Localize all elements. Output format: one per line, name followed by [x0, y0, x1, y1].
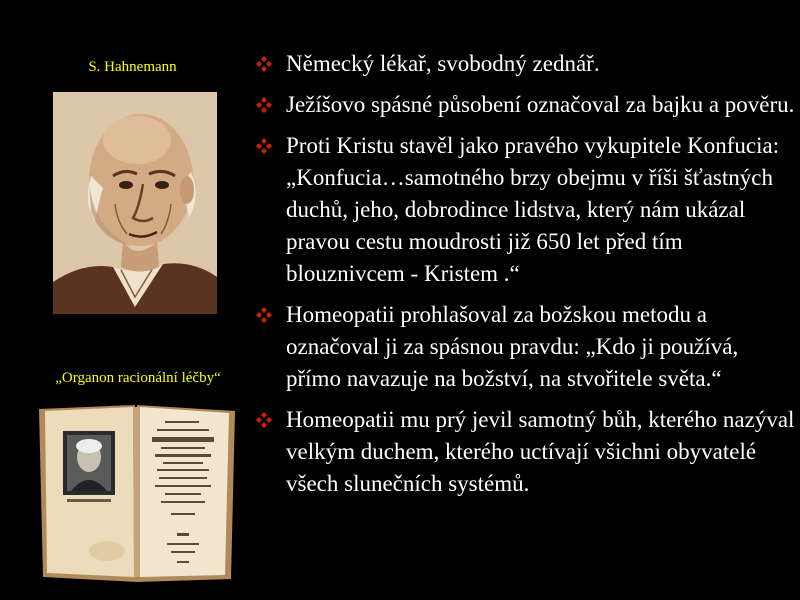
bullet-item: [255, 404, 795, 500]
diamond-quad-bullet-icon: [256, 138, 272, 154]
bullet-text: Homeopatii prohlašoval za božskou metodu a označoval ji za spásnou pravdu: „Kdo ji používá, přímo navazuje na božství, na stvořitele světa.“: [286, 302, 739, 391]
bullet-text: Homeopatii mu prý jevil samotný bůh, kterého nazýval velkým duchem, kterého uctívají všichni obyvatelé všech slunečních systémů.: [286, 407, 795, 496]
hahnemann-portrait: [53, 92, 217, 314]
bullet-item: [255, 130, 795, 290]
diamond-quad-bullet-icon: [256, 307, 272, 323]
bullet-text: Německý lékař, svobodný zednář.: [286, 51, 600, 76]
diamond-quad-bullet-icon: [256, 412, 272, 428]
bullet-text: Ježíšovo spásné působení označoval za bajku a pověru.: [286, 92, 795, 117]
diamond-quad-bullet-icon: [256, 97, 272, 113]
bullet-item: [255, 89, 795, 121]
bullet-item: [255, 299, 795, 395]
organon-book-image: [37, 401, 237, 582]
bullet-item: [255, 48, 795, 80]
diamond-quad-bullet-icon: [256, 56, 272, 72]
portrait-caption: S. Hahnemann: [88, 59, 177, 75]
bullet-list: [255, 48, 795, 509]
book-caption: „Organon racionální léčby“: [55, 370, 221, 386]
bullet-text: Proti Kristu stavěl jako pravého vykupitele Konfucia: „Konfucia…samotného brzy obejmu v říši šťastných duchů, jeho, dobrodince lidstva, který nám ukázal pravou cestu moudrosti již 650 let před tím blouznivcem - Kristem .“: [286, 133, 780, 286]
